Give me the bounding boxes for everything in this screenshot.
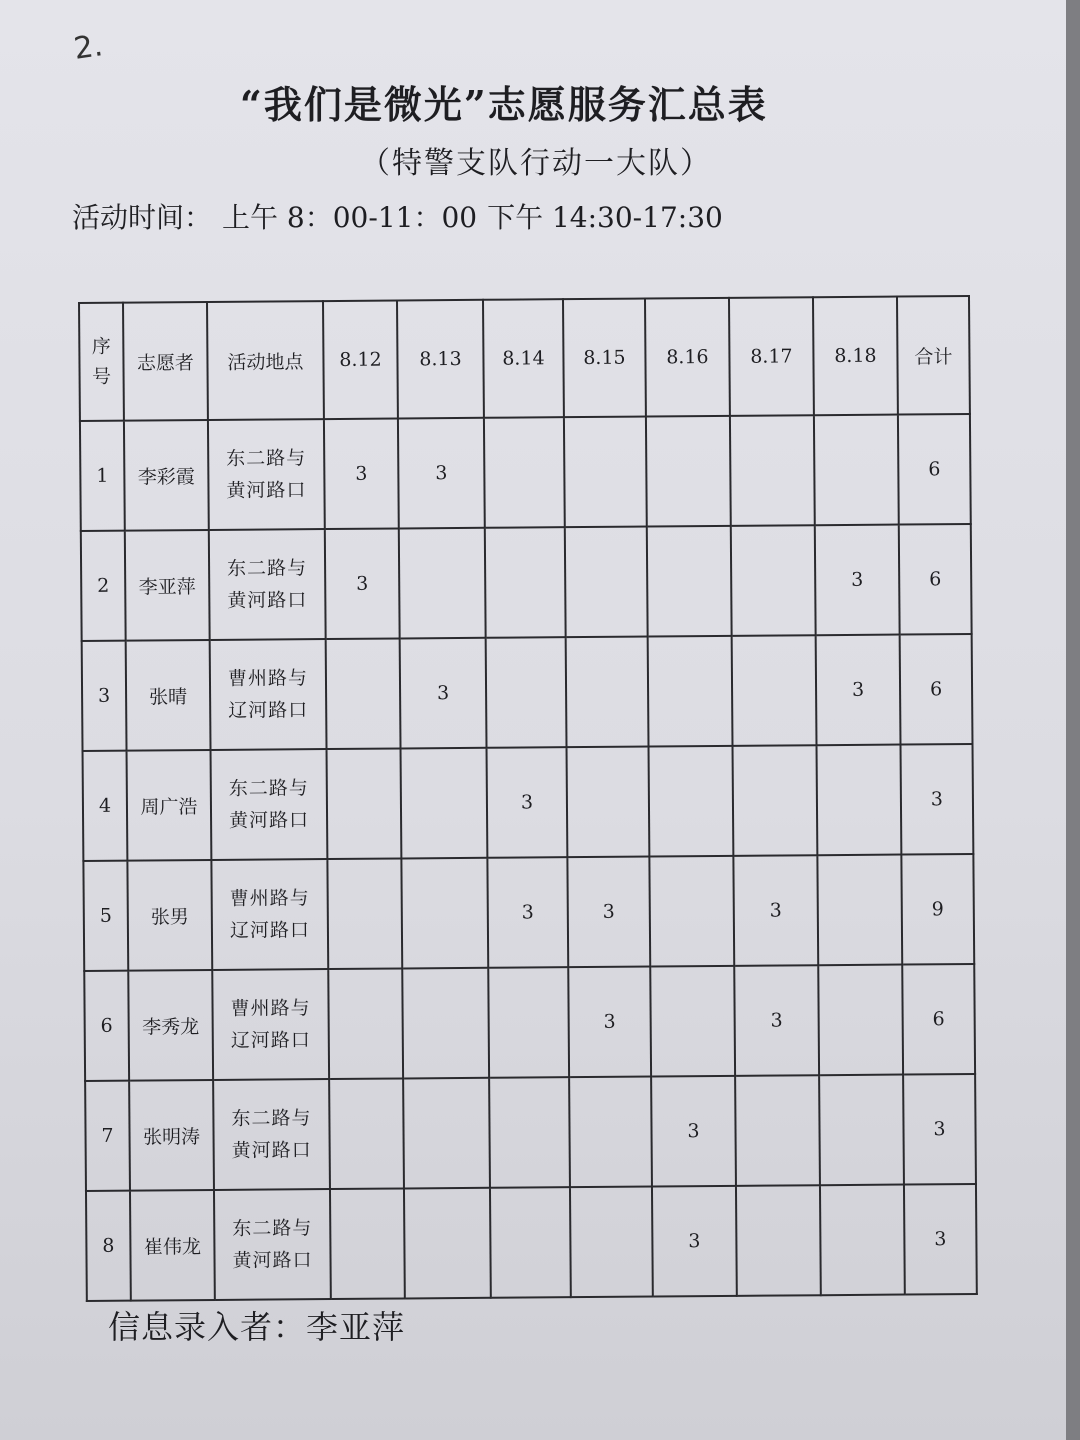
hours-cell: 3: [567, 857, 650, 968]
hours-cell: [730, 415, 815, 526]
hours-cell: [569, 1077, 652, 1188]
seq-cell: 6: [84, 971, 129, 1081]
hours-cell: [401, 858, 488, 969]
hours-cell: [814, 415, 899, 526]
activity-time-afternoon: 下午 14:30-17:30: [487, 201, 723, 234]
seq-header: [79, 303, 124, 421]
volunteer-header: 志愿者: [123, 302, 208, 421]
hours-cell: [646, 416, 731, 527]
hours-cell: 3: [651, 1076, 736, 1187]
hours-cell: [818, 965, 903, 1076]
handwritten-mark: 2.: [71, 28, 105, 67]
date-header: 8.17: [729, 297, 814, 416]
hours-cell: [399, 528, 486, 639]
page-subtitle: （特警支队行动一大队）: [360, 146, 712, 181]
hours-cell: 3: [325, 528, 400, 639]
hours-cell: [485, 527, 566, 638]
hours-cell: 3: [734, 965, 819, 1076]
seq-cell: 2: [81, 531, 126, 641]
hours-cell: [819, 1075, 904, 1186]
hours-cell: 3: [400, 638, 487, 749]
table-row: [85, 1074, 976, 1191]
table-row: [82, 634, 973, 751]
seq-cell: 1: [80, 421, 125, 531]
table-row: [83, 744, 974, 861]
entry-name: 李亚萍: [306, 1308, 406, 1346]
date-header: 8.14: [483, 299, 564, 418]
total-header: 合计: [897, 296, 970, 415]
date-header: 8.12: [323, 300, 398, 419]
location-header: 活动地点: [207, 301, 324, 420]
hours-cell: [488, 967, 569, 1078]
activity-time-morning: 上午 8：00-11：00: [222, 201, 478, 234]
hours-cell: [565, 527, 648, 638]
seq-cell: 5: [83, 861, 128, 971]
volunteer-summary-table: [78, 295, 978, 1302]
location-line2: 辽河路口: [228, 699, 309, 722]
activity-time-label: 活动时间：: [72, 201, 213, 234]
hours-cell: [735, 1075, 820, 1186]
location-cell: [214, 1189, 331, 1300]
hours-cell: 3: [487, 857, 568, 968]
volunteer-name: 李秀龙: [128, 970, 213, 1081]
hours-cell: [570, 1187, 653, 1298]
hours-cell: 3: [815, 525, 900, 636]
page-title: “我们是微光”志愿服务汇总表: [240, 82, 768, 127]
seq-header-line1: 序: [91, 335, 111, 358]
volunteer-name: 张明涛: [129, 1080, 214, 1191]
seq-cell: 3: [82, 641, 127, 751]
hours-cell: [330, 1188, 405, 1299]
hours-cell: [648, 636, 733, 747]
location-cell: [212, 969, 329, 1080]
location-line2: 黄河路口: [226, 479, 307, 502]
hours-cell: [649, 746, 734, 857]
hours-cell: [820, 1185, 905, 1296]
location-line2: 黄河路口: [231, 1139, 312, 1162]
location-cell: [208, 419, 325, 530]
location-cell: [210, 639, 327, 750]
location-line1: 曹州路与: [230, 997, 311, 1020]
hours-cell: [404, 1188, 491, 1299]
location-line2: 辽河路口: [229, 919, 311, 942]
table-row: [80, 414, 971, 531]
seq-cell: 8: [86, 1191, 131, 1301]
hours-cell: [327, 858, 402, 969]
hours-cell: [731, 525, 816, 636]
total-cell: 9: [901, 854, 974, 965]
hours-cell: [564, 417, 647, 528]
hours-cell: [567, 747, 650, 858]
total-cell: 6: [902, 964, 975, 1075]
hours-cell: [650, 966, 735, 1077]
hours-cell: [402, 968, 489, 1079]
location-line2: 黄河路口: [228, 809, 310, 832]
date-header: 8.16: [645, 298, 730, 417]
location-line1: 东二路与: [226, 557, 308, 580]
hours-cell: [649, 856, 734, 967]
hours-cell: 3: [568, 967, 651, 1078]
table-row: [83, 854, 974, 971]
location-line1: 东二路与: [232, 1217, 313, 1240]
hours-cell: 3: [324, 418, 399, 529]
hours-cell: [401, 748, 488, 859]
hours-cell: [817, 855, 902, 966]
total-cell: 3: [903, 1074, 976, 1185]
hours-cell: [489, 1077, 570, 1188]
background-edge: [1066, 0, 1080, 1440]
hours-cell: [647, 526, 732, 637]
location-line1: 曹州路与: [227, 667, 309, 690]
total-cell: 3: [901, 744, 974, 855]
location-cell: [211, 749, 328, 860]
location-line1: 曹州路与: [229, 887, 310, 910]
location-line1: 东二路与: [228, 777, 309, 800]
total-cell: 6: [900, 634, 973, 745]
total-cell: 6: [899, 524, 972, 635]
date-header: 8.13: [397, 300, 484, 419]
volunteer-name: 张男: [127, 860, 212, 971]
table-row: [81, 524, 972, 641]
location-line1: 东二路与: [231, 1107, 312, 1130]
hours-cell: [490, 1187, 571, 1298]
data-entry-footer: [108, 1302, 405, 1348]
hours-cell: [403, 1078, 490, 1189]
seq-cell: 7: [85, 1081, 130, 1191]
hours-cell: [326, 638, 401, 749]
hours-cell: [733, 745, 818, 856]
seq-header-line2: 号: [91, 365, 112, 388]
table-row: [84, 964, 975, 1081]
table-row: [86, 1184, 977, 1301]
volunteer-name: 张晴: [126, 640, 211, 751]
hours-cell: [484, 417, 565, 528]
hours-cell: 3: [652, 1186, 737, 1297]
location-cell: [211, 859, 328, 970]
hours-cell: [327, 748, 402, 859]
hours-cell: [566, 637, 649, 748]
hours-cell: [736, 1185, 821, 1296]
location-line2: 辽河路口: [230, 1029, 311, 1052]
hours-cell: [817, 745, 902, 856]
hours-cell: 3: [398, 418, 485, 529]
date-header: 8.18: [813, 297, 898, 416]
date-header: 8.15: [563, 299, 646, 418]
hours-cell: [732, 635, 817, 746]
location-line2: 黄河路口: [232, 1249, 313, 1272]
volunteer-name: 周广浩: [127, 750, 212, 861]
entry-label: 信息录入者：: [108, 1308, 307, 1346]
volunteer-name: 李亚萍: [125, 530, 210, 641]
table-header-row: [79, 296, 970, 421]
hours-cell: [329, 1078, 404, 1189]
activity-time: [72, 196, 733, 236]
volunteer-name: 崔伟龙: [130, 1190, 215, 1301]
location-cell: [209, 529, 326, 640]
seq-cell: 4: [83, 751, 128, 861]
hours-cell: 3: [487, 747, 568, 858]
hours-cell: 3: [733, 855, 818, 966]
location-line1: 东二路与: [226, 447, 307, 470]
total-cell: 6: [898, 414, 971, 525]
total-cell: 3: [904, 1184, 977, 1295]
location-cell: [213, 1079, 330, 1190]
volunteer-name: 李彩霞: [124, 420, 209, 531]
location-line2: 黄河路口: [227, 589, 308, 612]
hours-cell: [486, 637, 567, 748]
hours-cell: 3: [816, 635, 901, 746]
hours-cell: [328, 968, 403, 1079]
